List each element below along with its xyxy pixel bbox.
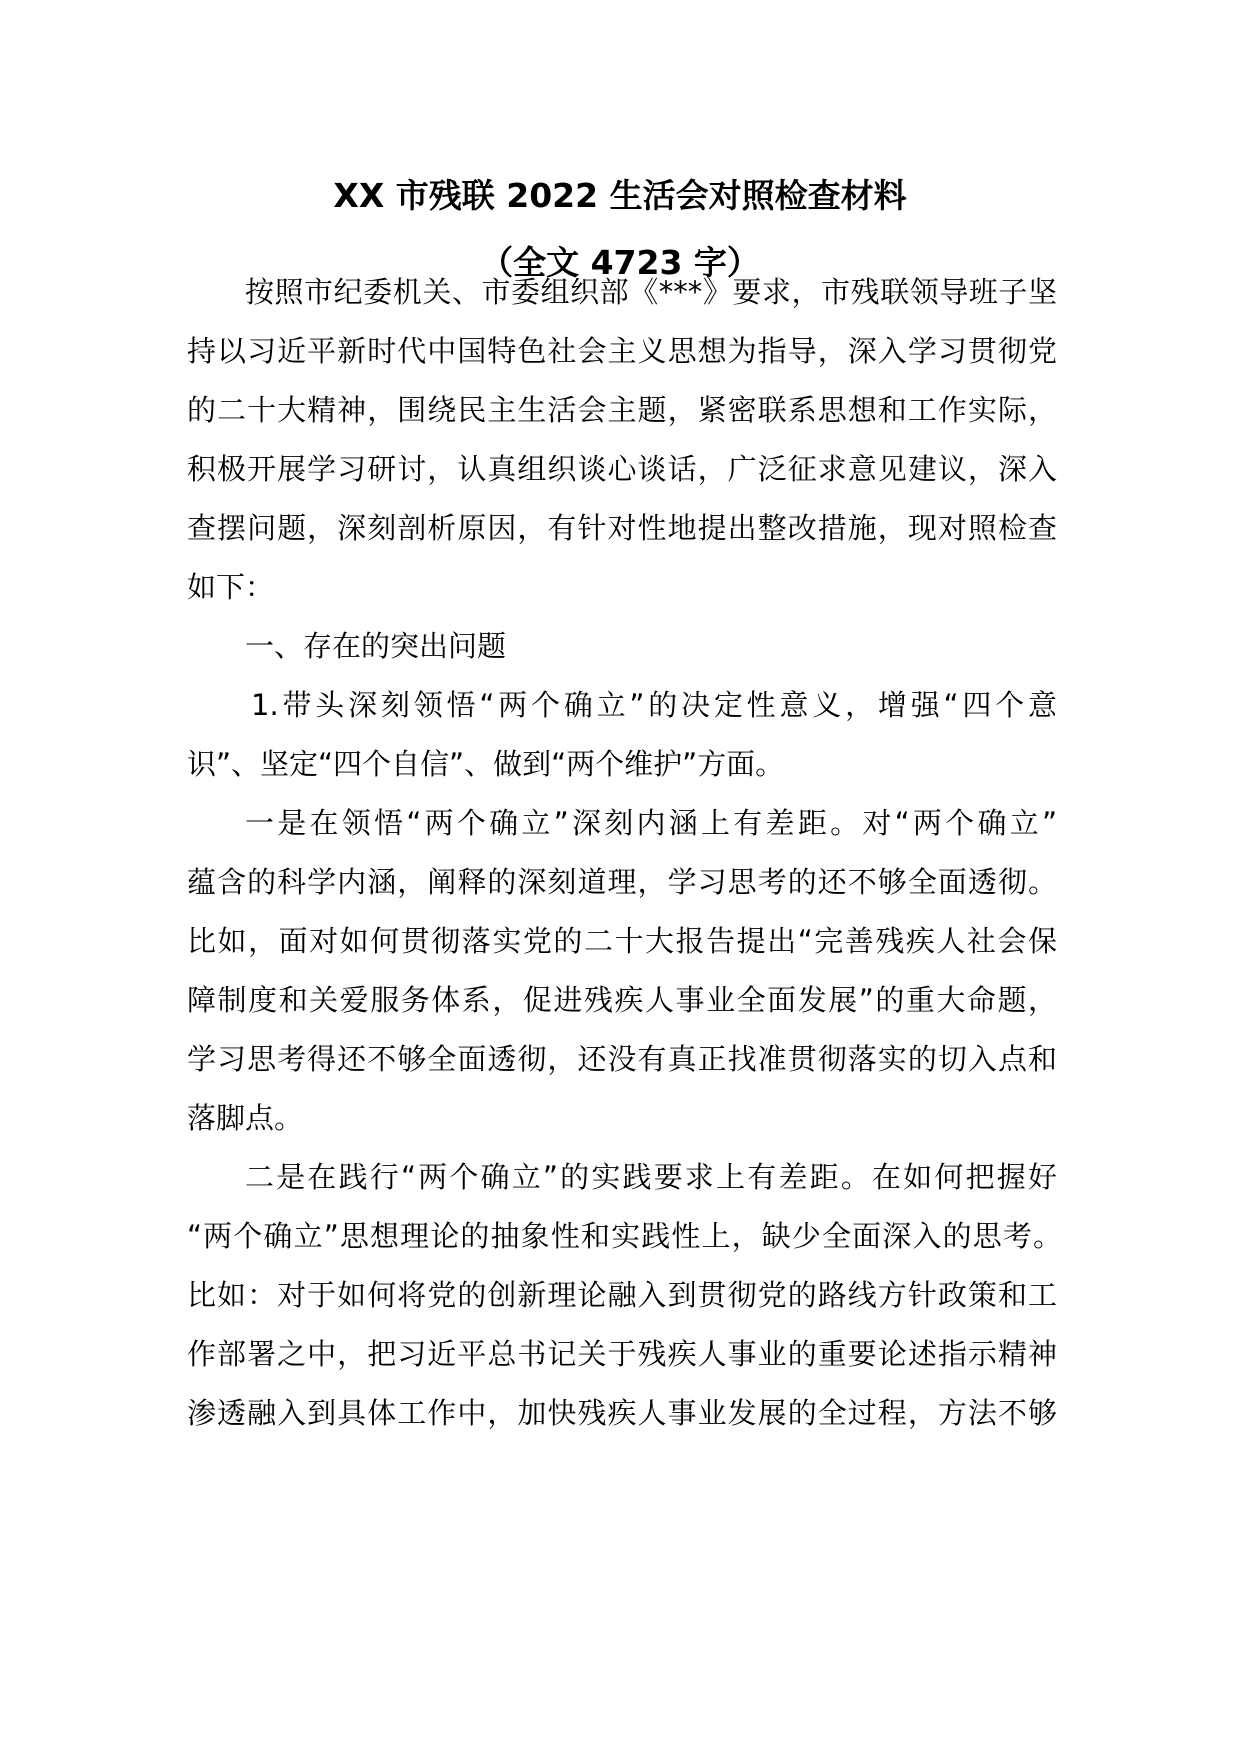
paragraph-line: 一是在领悟“两个确立”深刻内涵上有差距。对“两个确立” bbox=[245, 806, 1057, 840]
paragraph-line: 比如，面对如何贯彻落实党的二十大报告提出“完善残疾人社会保 bbox=[187, 924, 1057, 958]
paragraph-line: 查摆问题，深刻剖析原因，有针对性地提出整改措施，现对照检查 bbox=[187, 511, 1057, 545]
paragraph-line: 持以习近平新时代中国特色社会主义思想为指导，深入学习贯彻党 bbox=[187, 334, 1057, 368]
paragraph-line: 落脚点。 bbox=[187, 1101, 304, 1135]
paragraph-line: “两个确立”思想理论的抽象性和实践性上，缺少全面深入的思考。 bbox=[187, 1219, 1062, 1253]
paragraph-line: 作部署之中，把习近平总书记关于残疾人事业的重要论述指示精神 bbox=[187, 1337, 1057, 1371]
paragraph-line: 按照市纪委机关、市委组织部《***》要求，市残联领导班子坚 bbox=[245, 275, 1057, 309]
paragraph-line: 的二十大精神，围绕民主生活会主题，紧密联系思想和工作实际， bbox=[187, 393, 1057, 427]
paragraph-line: 障制度和关爱服务体系，促进残疾人事业全面发展”的重大命题， bbox=[187, 983, 1057, 1017]
paragraph-line: 如下： bbox=[187, 570, 275, 604]
subsection-heading: 1.带头深刻领悟“两个确立”的决定性意义，增强“四个意 bbox=[251, 688, 1057, 722]
paragraph-line: 蕴含的科学内涵，阐释的深刻道理，学习思考的还不够全面透彻。 bbox=[187, 865, 1057, 899]
paragraph-line: 二是在践行“两个确立”的实践要求上有差距。在如何把握好 bbox=[245, 1160, 1057, 1194]
subsection-heading: 识”、坚定“四个自信”、做到“两个维护”方面。 bbox=[187, 747, 785, 781]
paragraph-line: 积极开展学习研讨，认真组织谈心谈话，广泛征求意见建议，深入 bbox=[187, 452, 1057, 486]
paragraph-line: 学习思考得还不够全面透彻，还没有真正找准贯彻落实的切入点和 bbox=[187, 1042, 1057, 1076]
document-title: XX 市残联 2022 生活会对照检查材料 bbox=[333, 176, 907, 215]
document-subtitle: （全文 4723 字） bbox=[480, 243, 760, 282]
section-heading: 一、存在的突出问题 bbox=[245, 629, 507, 663]
paragraph-line: 渗透融入到具体工作中，加快残疾人事业发展的全过程，方法不够 bbox=[187, 1396, 1057, 1430]
paragraph-line: 比如：对于如何将党的创新理论融入到贯彻党的路线方针政策和工 bbox=[187, 1278, 1057, 1312]
